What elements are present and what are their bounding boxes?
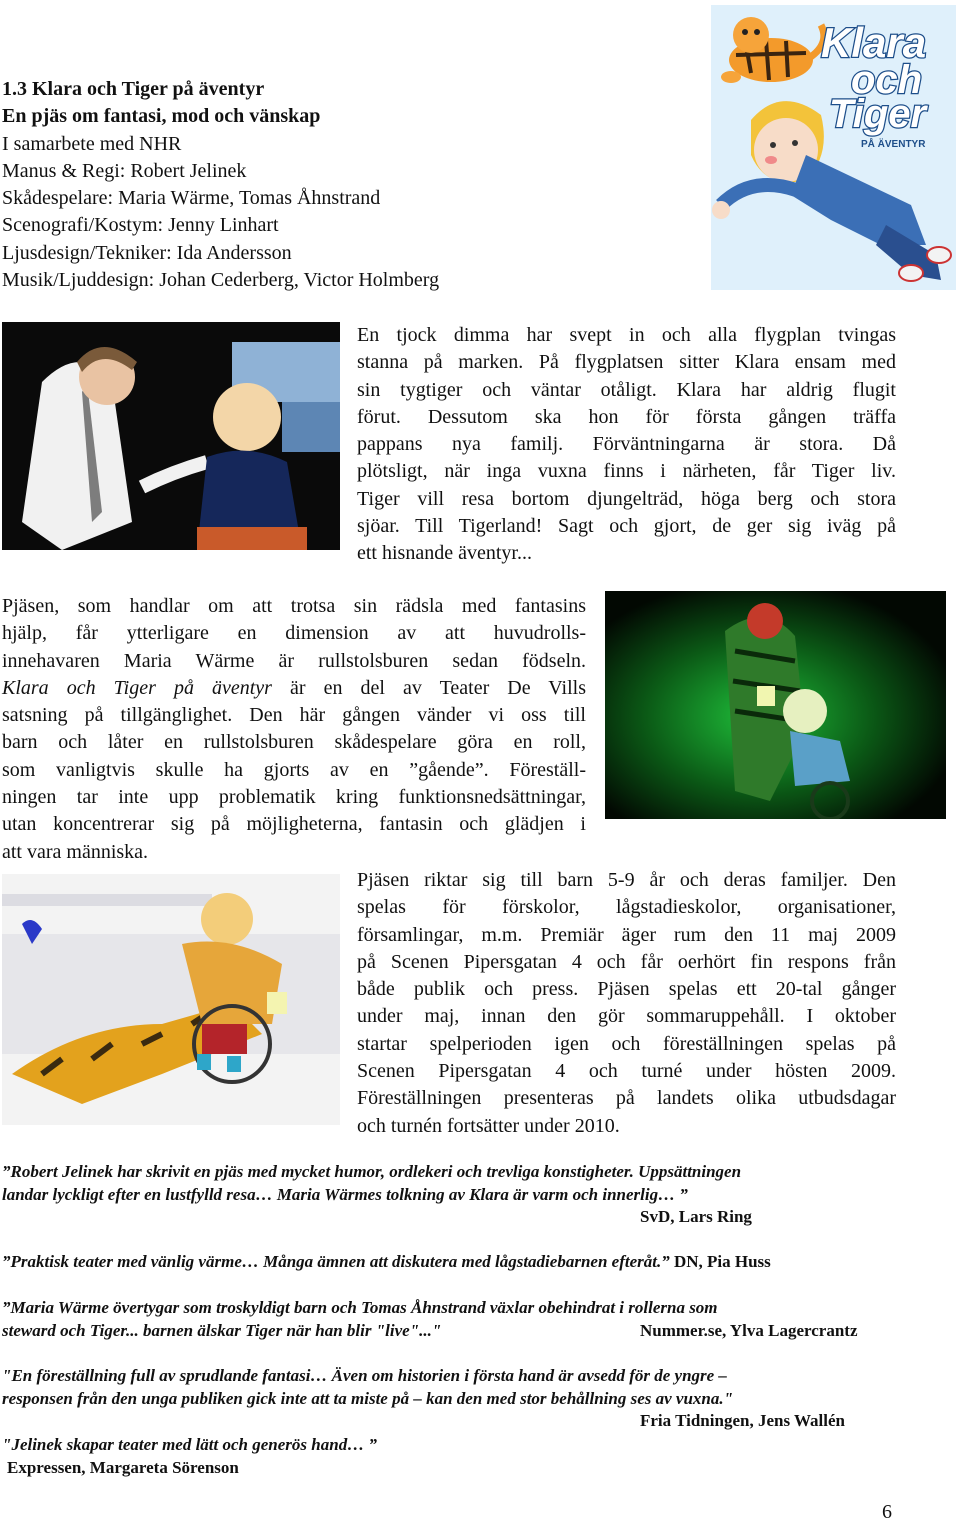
credit-line: I samarbete med NHR	[2, 132, 182, 155]
poster-title-line: Tiger	[829, 92, 927, 136]
text-line: En tjock dimma har svept in och alla flygplan tvingas	[357, 324, 896, 346]
press-quote-fria	[2, 1365, 902, 1433]
text-line: ett hisnande äventyr...	[357, 542, 532, 565]
text-line: stanna på marken. På flygplatsen sitter Klara ensam med	[357, 351, 896, 374]
text-line: och turnén fortsätter under 2010.	[357, 1114, 620, 1137]
quote-text: steward och Tiger... barnen älskar Tiger när han blir "live"..."	[2, 1320, 442, 1340]
quote-text: landar lyckligt efter en lustfylld resa… Maria Wärmes tolkning av Klara är varm och innerlig… ”	[2, 1184, 688, 1204]
text-line: både publik och press. Pjäsen spelas ett 20-tal gånger	[357, 978, 896, 1001]
text-line: som vanligtvis skulle ha gjorts av en ”gående”. Föreställ-	[2, 758, 586, 781]
quote-source: DN, Pia Huss	[673, 1252, 771, 1271]
text-line	[2, 675, 586, 702]
text-line: förut. Dessutom ska hon för första gången träffa	[357, 405, 896, 428]
text-line: pappans nya familj. Förväntningarna är stora. Då	[357, 433, 896, 456]
photo-green-stage	[605, 591, 946, 819]
text-line: sjöar. Till Tigerland! Sagt och gjort, de ger sig iväg på	[357, 515, 896, 538]
poster-title-line: Klara	[821, 19, 927, 66]
theme-paragraph	[2, 593, 586, 866]
section-title: 1.3 Klara och Tiger på äventyr	[2, 78, 265, 100]
credit-line: Skådespelare: Maria Wärme, Tomas Åhnstrand	[2, 187, 381, 210]
poster-title-line: och	[851, 58, 923, 102]
credit-line: Scenografi/Kostym: Jenny Linhart	[2, 214, 279, 237]
text-line: plötsligt, när inga vuxna finns i närheten, får Tiger liv.	[357, 460, 896, 483]
text-line: Föreställningen presenteras på landets olika utbudsdagar	[357, 1087, 896, 1110]
quote-text: ”Robert Jelinek har skrivit en pjäs med mycket humor, ordlekeri och trevliga konstigheter. Uppsättningen	[2, 1162, 742, 1181]
press-quote-expressen	[2, 1434, 902, 1479]
poster-image	[711, 5, 956, 290]
quote-text: responsen från den unga publiken gick inte att ta miste på – kan den med stor behållning ses av vuxna."	[2, 1388, 734, 1408]
text-line: under maj, innan den gör sommaruppehåll. I oktober	[357, 1005, 896, 1028]
audience-paragraph	[357, 867, 896, 1140]
text-line: Scenen Pipersgatan 4 och turné under hösten 2009.	[357, 1060, 896, 1083]
quote-source: Expressen, Margareta Sörenson	[7, 1457, 239, 1477]
text-line: Tiger vill resa bortom djungelträd, höga berg och stora	[357, 487, 896, 510]
text-line: att vara människa.	[2, 840, 149, 863]
quote-source: Nummer.se, Ylva Lagercrantz	[640, 1320, 858, 1340]
text-line: satsning på tillgänglighet. Den här gången vänder vi oss till	[2, 704, 586, 727]
text-fragment: är en del av Teater De Vills	[271, 676, 587, 699]
text-line: innehavaren Maria Wärme är rullstolsburen sedan födseln.	[2, 649, 586, 672]
credit-line: Manus & Regi: Robert Jelinek	[2, 159, 247, 182]
header-block	[2, 76, 702, 294]
quote-text: "Jelinek skapar teater med lätt och generös hand… ”	[2, 1435, 377, 1454]
text-line: ningen tar inte upp problematik kring funktionsnedsättningar,	[2, 786, 586, 809]
credit-line: Musik/Ljuddesign: Johan Cederberg, Victor Holmberg	[2, 269, 440, 292]
text-line: utan koncentrerar sig på möjligheterna, fantasin och glädjen i	[2, 813, 586, 836]
press-quote-dn	[2, 1251, 912, 1274]
text-line: hjälp, får ytterligare en dimension av att huvudrolls-	[2, 622, 586, 645]
quote-source: SvD, Lars Ring	[640, 1207, 752, 1226]
poster-subtitle: PÅ ÄVENTYR	[861, 139, 926, 150]
photo-steward-and-girl	[2, 322, 340, 550]
text-line: startar spelperioden igen och föreställningen spelas på	[357, 1032, 896, 1055]
text-line: barn och låter en rullstolsburen skådespelare göra en roll,	[2, 731, 586, 754]
text-line: Pjäsen riktar sig till barn 5-9 år och deras familjer. Den	[357, 869, 896, 891]
section-subtitle: En pjäs om fantasi, mod och vänskap	[2, 105, 321, 128]
credit-line: Ljusdesign/Tekniker: Ida Andersson	[2, 241, 292, 264]
synopsis-paragraph	[357, 322, 896, 568]
photo-wheelchair-scene	[2, 874, 340, 1125]
press-quote-nummer	[2, 1297, 902, 1342]
quote-source: Fria Tidningen, Jens Wallén	[640, 1411, 846, 1430]
play-title-italic: Klara och Tiger på äventyr	[2, 676, 272, 699]
quote-text: "En föreställning full av sprudlande fantasi… Även om historien i första hand är avsedd för de yngre –	[2, 1366, 727, 1385]
page-number: 6	[882, 1501, 892, 1523]
text-line: Pjäsen, som handlar om att trotsa sin rädsla med fantasins	[2, 595, 586, 617]
text-line: spelas för förskolor, lågstadieskolor, organisationer,	[357, 896, 896, 919]
quote-text: ”Maria Wärme övertygar som troskyldigt barn och Tomas Åhnstrand växlar obehindrat i rollerna som	[2, 1298, 718, 1317]
text-line: sin tygtiger och väntar otåligt. Klara har aldrig flugit	[357, 378, 896, 401]
text-line: på Scenen Pipersgatan 4 och får oerhört fin respons från	[357, 950, 896, 973]
quote-text: ”Praktisk teater med vänlig värme… Många ämnen att diskutera med lågstadiebarnen efteråt.”	[2, 1252, 670, 1271]
text-line: församlingar, m.m. Premiär äger rum den 11 maj 2009	[357, 923, 896, 946]
press-quote-svd	[2, 1161, 902, 1229]
